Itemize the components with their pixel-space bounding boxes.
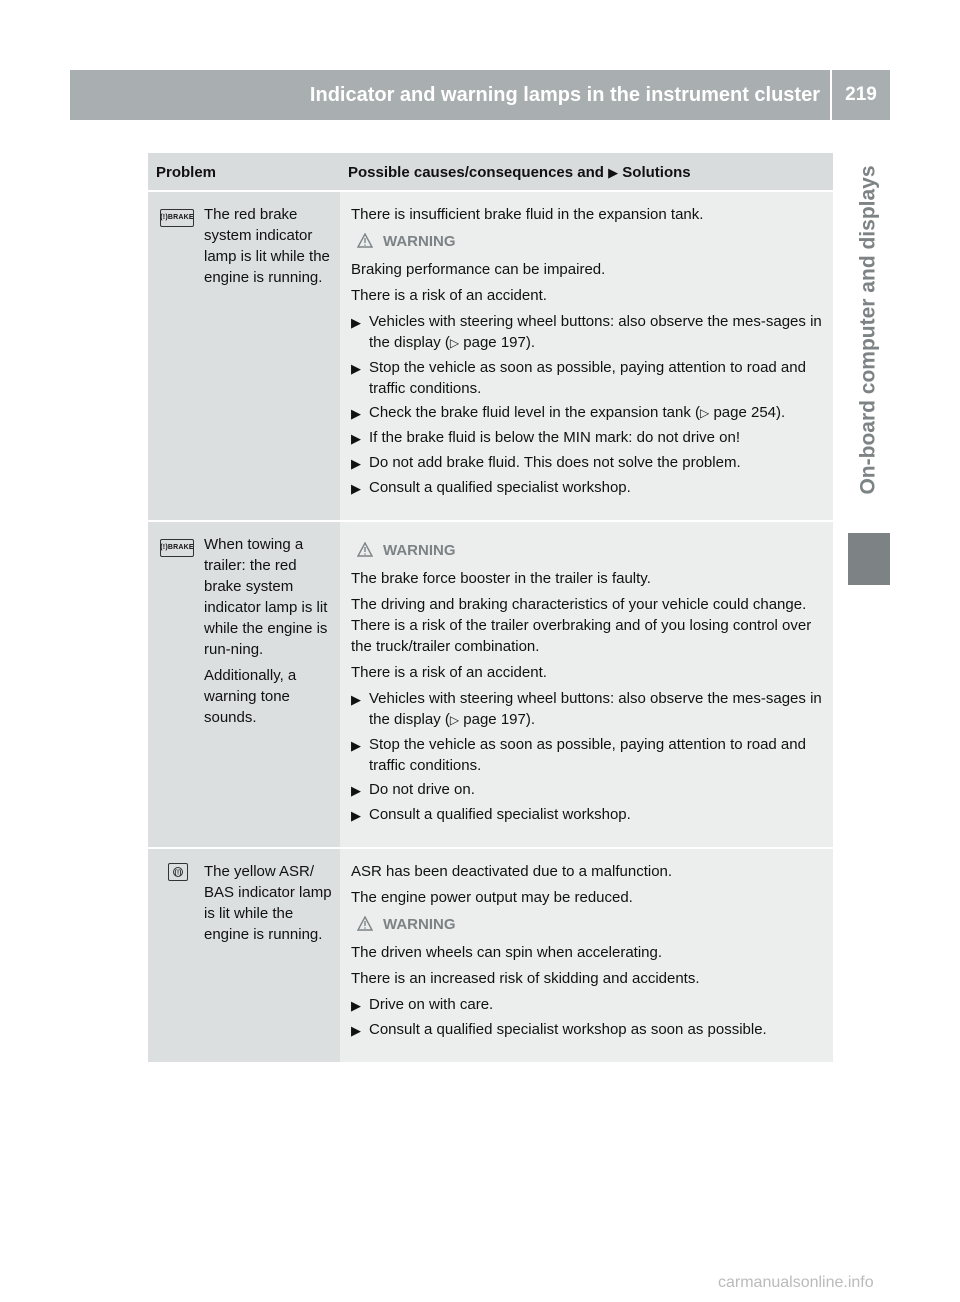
solution-cell [340,190,833,520]
problem-text: When towing a trailer: the red brake system indicator lamp is lit while the engine is run-ning. [204,536,328,658]
cause-text: There is insufficient brake fluid in the expansion tank. [351,206,704,223]
warning-heading: WARNING [357,231,827,252]
problem-cell [202,847,340,1062]
page-ref-icon: ▷ [700,406,710,420]
solution-step: ▶ Do not add brake fluid. This does not solve the problem. [351,452,827,474]
warning-text: There is a risk of an accident. [351,664,547,681]
section-tab [848,130,890,530]
asr-lamp-icon [168,863,188,881]
page-ref-icon: ▷ [449,336,460,350]
brake-lamp-icon: (!)BRAKE [160,209,194,227]
problem-text: The red brake system indicator lamp is lit while the engine is running. [204,206,330,286]
solution-step: ▶ Vehicles with steering wheel buttons: also observe the mes-sages in the display (▷ page 197). [351,311,827,354]
problem-cell [202,190,340,520]
solution-step: ▶ Consult a qualified specialist workshop as soon as possible. [351,1019,827,1041]
step-arrow-icon: ▶ [351,783,361,798]
svg-text:(!): (!) [174,869,182,877]
step-arrow-icon: ▶ [351,361,361,376]
header-problem: Problem [148,153,340,190]
solution-cell [340,847,833,1062]
page-reference-link[interactable]: page 197 [463,711,526,728]
solution-step: ▶ Check the brake fluid level in the expansion tank (▷ page 254). [351,402,827,424]
brake-lamp-icon: (!)BRAKE [160,539,194,557]
section-tab-label: On-board computer and displays [857,165,880,495]
lamp-cell [148,190,202,520]
solution-step: ▶ Stop the vehicle as soon as possible, paying attention to road and traffic conditions. [351,736,806,774]
page-reference-link[interactable]: page 197 [463,334,526,351]
solution-step: ▶ Vehicles with steering wheel buttons: also observe the mes-sages in the display (▷ page 197). [351,688,827,731]
warning-text: Braking performance can be impaired. [351,261,606,278]
table-header-row [148,153,833,190]
solution-step: ▶ Consult a qualified specialist workshop. [351,804,827,826]
lamp-cell [148,520,202,847]
page-number: 219 [845,84,877,105]
warning-text: There is an increased risk of skidding and accidents. [351,970,700,987]
solution-step: ▶ If the brake fluid is below the MIN mark: do not drive on! [351,427,827,449]
step-arrow-icon: ▶ [351,998,361,1013]
cause-text: The engine power output may be reduced. [351,889,633,906]
solution-step: ▶ Do not drive on. [351,779,827,801]
warning-triangle-icon [357,540,379,561]
solution-cell [340,520,833,847]
warning-text: There is a risk of an accident. [351,287,547,304]
lamp-cell [148,847,202,1062]
problem-cell [202,520,340,847]
warning-triangle-icon [357,231,379,252]
warning-lamps-table [148,153,833,1062]
solution-step: ▶ Consult a qualified specialist workshop. [351,477,827,499]
step-arrow-icon: ▶ [351,808,361,823]
step-arrow-icon: ▶ [351,431,361,446]
page-ref-icon: ▷ [449,713,460,727]
solution-step: ▶ Drive on with care. [351,994,827,1016]
step-arrow-icon: ▶ [351,1023,361,1038]
arrow-right-icon: ▶ [608,165,619,180]
step-arrow-icon: ▶ [351,315,361,330]
table-row [148,190,833,520]
page-reference-link[interactable]: page 254 [713,404,777,421]
table-row [148,847,833,1062]
solution-step: ▶ Stop the vehicle as soon as possible, paying attention to road and traffic conditions. [351,359,806,397]
step-arrow-icon: ▶ [351,692,361,707]
warning-text: The driven wheels can spin when accelerating. [351,944,663,961]
cause-text: ASR has been deactivated due to a malfunction. [351,863,673,880]
table-row [148,520,833,847]
problem-text: The yellow ASR/ BAS indicator lamp is lit while the engine is running. [204,863,332,943]
warning-heading: WARNING [357,540,827,561]
step-arrow-icon: ▶ [351,738,361,753]
warning-heading: WARNING [357,914,827,935]
warning-text: The brake force booster in the trailer is faulty. [351,570,651,587]
warning-triangle-icon [357,914,379,935]
warning-text: The driving and braking characteristics of your vehicle could change. There is a risk of the trailer overbraking and of you losing control over the truck/trailer combination. [351,596,812,655]
step-arrow-icon: ▶ [351,456,361,471]
step-arrow-icon: ▶ [351,481,361,496]
header-solutions: Possible causes/consequences and ▶ Solutions [340,153,833,190]
page-title: Indicator and warning lamps in the instrument cluster [309,83,820,106]
page-header [70,70,890,120]
problem-extra-text: Additionally, a warning tone sounds. [204,667,297,726]
section-tab-marker [848,533,890,585]
step-arrow-icon: ▶ [351,406,361,421]
watermark: carmanualsonline.info [718,1274,874,1291]
